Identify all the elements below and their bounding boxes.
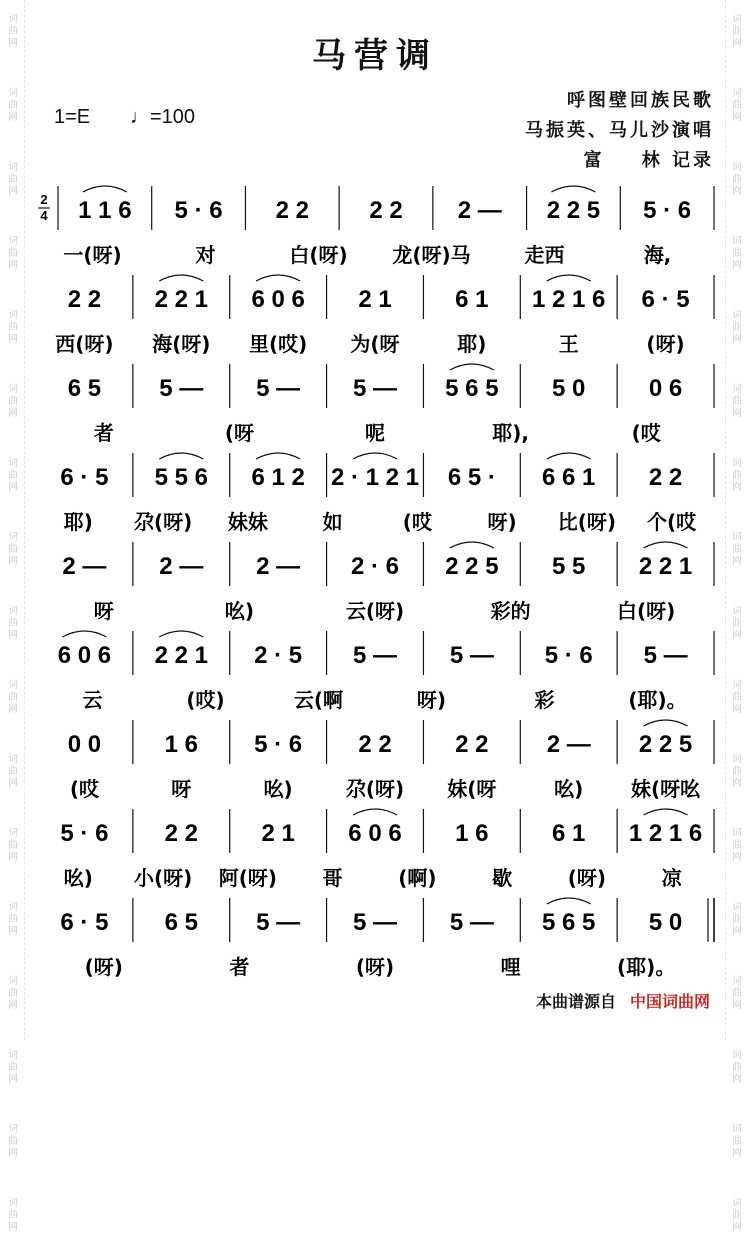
measure-notes: 0 0 [67,731,102,758]
watermark-group [8,606,18,642]
slur-arc [353,453,397,459]
watermark-group [732,1124,742,1160]
watermark-char: 曲 [732,396,742,407]
measure-notes: 2 2 1 [154,642,208,669]
measure-notes: 6 5 · [447,464,496,491]
lyric-text: (呀) [355,955,395,979]
watermark-char: 网 [8,1000,18,1011]
measure-notes: 5 6 5 [542,909,596,936]
lyric-text: 歇 [492,866,513,890]
lyric-text: 海(呀) [152,332,211,356]
lyric-text: 里(哎) [249,332,308,356]
measure-notes: 1 2 1 6 [532,286,606,313]
watermark-char: 曲 [732,1210,742,1221]
lyric-text: 呀) [416,688,447,712]
watermark-char: 网 [732,926,742,937]
measure-notes: 2 — [457,197,502,224]
watermark-char: 曲 [732,1062,742,1073]
watermark-char: 词 [8,828,18,839]
watermark-char: 词 [8,976,18,987]
lyric-text: 走西 [524,243,565,267]
watermark-char: 词 [732,828,742,839]
slur-arc [547,898,591,904]
watermark-char: 网 [732,112,742,123]
watermark-char: 词 [8,236,18,247]
lyric-text: 耶), [492,421,529,445]
measure-notes: 2 · 5 [254,642,303,669]
watermark-group [8,14,18,50]
watermark-char: 网 [732,482,742,493]
slur-arc [353,809,397,815]
quarter-note-icon: ♩ [130,106,150,128]
watermark-char: 网 [8,186,18,197]
slur-arc [450,542,494,548]
watermark-group [732,162,742,198]
measure-notes: 6 1 [552,820,586,847]
watermark-group [8,384,18,420]
lyric-text: 如 [322,510,343,534]
watermark-char: 曲 [8,544,18,555]
lyric-text: 妹妹 [227,510,268,534]
lyric-text: 阿(呀) [218,866,278,890]
measure-notes: 6 5 [164,909,198,936]
slur-arc [159,275,203,281]
watermark-group [8,532,18,568]
watermark-char: 词 [732,458,742,469]
watermark-char: 网 [732,704,742,715]
lyric-text: 王 [558,332,579,356]
watermark-group [8,88,18,124]
watermark-char: 网 [732,1222,742,1233]
watermark-char: 词 [732,14,742,25]
lyric-text: 白(呀) [289,243,348,267]
lyric-text: 尕(呀) [133,510,193,534]
watermark-group [8,754,18,790]
footer-source [536,989,710,1012]
watermark-group [8,680,18,716]
watermark-char: 词 [8,902,18,913]
lyric-text: (耶)。 [617,955,676,979]
watermark-group [732,14,742,50]
measure-notes: 2 2 5 [638,731,693,758]
watermark-char: 词 [732,1124,742,1135]
watermark-char: 网 [732,852,742,863]
song-title: 马营调 [312,36,438,76]
watermark-char: 曲 [8,1136,18,1147]
lyric-text: 吆) [224,599,254,623]
lyric-text: 哩 [500,955,521,979]
lyric-text: (哎 [402,510,432,534]
measure-notes: 5 · 6 [60,820,109,847]
watermark-char: 网 [732,1148,742,1159]
slur-arc [644,720,688,726]
slur-arc [450,364,494,370]
watermark-char: 曲 [8,1062,18,1073]
watermark-char: 网 [8,852,18,863]
measure-notes: 2 2 [358,731,392,758]
watermark-char: 曲 [732,692,742,703]
lyric-text: (耶)。 [628,688,687,712]
watermark-char: 词 [732,162,742,173]
watermark-char: 网 [8,630,18,641]
lyric-text: 者 [229,955,250,979]
watermark-char: 曲 [732,618,742,629]
measure-notes: 6 · 5 [60,464,109,491]
watermark-char: 网 [732,260,742,271]
watermark-char: 词 [8,384,18,395]
watermark-char: 网 [8,1148,18,1159]
watermark-char: 曲 [8,248,18,259]
measure-notes: 5 0 [648,909,683,936]
jianpu-score [30,0,720,1040]
watermark-char: 网 [732,778,742,789]
watermark-char: 词 [732,976,742,987]
lyric-text: 妹(呀 [447,777,497,801]
lyric-text: 一(呀) [63,243,122,267]
watermark-char: 曲 [8,174,18,185]
watermark-char: 词 [8,680,18,691]
measure-notes: 6 · 5 [641,286,690,313]
watermark-char: 曲 [732,1136,742,1147]
measure-notes: 5 — [449,909,494,936]
watermark-group [8,828,18,864]
lyric-text: 海, [643,243,672,267]
measure-notes: 1 1 6 [78,197,132,224]
watermark-char: 网 [732,186,742,197]
measure-notes: 2 — [256,553,301,580]
lyric-text: 妹(呀吆 [631,777,701,801]
watermark-char: 网 [8,260,18,271]
measure-notes: 5 5 6 [154,464,208,491]
measure-notes: 2 · 1 2 1 [330,464,420,491]
watermark-char: 曲 [732,100,742,111]
measure-notes: 5 · 6 [174,197,223,224]
watermark-char: 曲 [732,470,742,481]
lyric-text: 西(呀) [55,332,114,356]
watermark-char: 网 [732,334,742,345]
lyric-text: 云(啊 [293,688,344,712]
watermark-group [732,1050,742,1086]
measure-notes: 5 0 [552,375,586,402]
watermark-group [732,754,742,790]
watermark-char: 词 [732,606,742,617]
watermark-group [8,310,18,346]
lyric-text: (呀) [567,866,607,890]
measure-notes: 5 — [256,909,301,936]
measure-notes: 5 · 6 [643,197,692,224]
watermark-char: 网 [732,408,742,419]
measure-notes: 6 0 6 [57,642,112,669]
measure-notes: 2 2 5 [546,197,601,224]
lyric-text: (啊) [398,866,437,890]
watermark-char: 词 [732,88,742,99]
lyric-text: 尕(呀) [345,777,405,801]
watermark-char: 网 [8,334,18,345]
lyric-text: (哎 [69,777,99,801]
lyric-text: 呀) [487,510,517,534]
watermark-char: 曲 [732,174,742,185]
measure-notes: 2 — [546,731,591,758]
watermark-char: 曲 [8,26,18,37]
lyric-text: 为(呀 [350,332,400,356]
lyric-text: (呀) [84,955,123,979]
measure-notes: 2 2 1 [154,286,208,313]
measure-notes: 5 — [352,642,398,669]
watermark-char: 词 [732,680,742,691]
watermark-char: 词 [8,458,18,469]
watermark-group [732,88,742,124]
slur-arc [644,542,688,548]
slur-arc [159,631,203,637]
lyric-text: 对 [195,243,216,267]
tempo-value: =100 [150,106,196,128]
watermark-char: 词 [8,532,18,543]
watermark-char: 曲 [732,322,742,333]
watermark-char: 网 [732,1074,742,1085]
measure-notes: 5 — [352,909,398,936]
watermark-char: 曲 [732,26,742,37]
measure-notes: 1 2 1 6 [628,820,703,847]
watermark-group [732,458,742,494]
measure-notes: 5 — [449,642,494,669]
watermark-group [732,828,742,864]
lyric-text: 耶) [457,332,487,356]
watermark-char: 词 [8,754,18,765]
watermark-char: 网 [732,556,742,567]
credit-performers: 马振英、马儿沙演唱 [525,120,714,141]
watermark-group [8,458,18,494]
lyric-text: 呀 [93,599,114,623]
key-signature: 1=E [54,106,91,128]
credit-recorder: 富 林 记录 [583,150,714,171]
lyric-text: 呀 [171,777,192,801]
measure-notes: 6 5 [67,375,102,402]
watermark-group [732,310,742,346]
lyric-text: 云 [82,688,103,712]
watermark-group [732,680,742,716]
watermark-char: 词 [732,1050,742,1061]
measure-notes: 5 — [256,375,301,402]
score-sheet [30,0,720,1040]
lyric-text: (哎) [186,688,225,712]
watermark-char: 网 [8,112,18,123]
watermark-char: 曲 [8,914,18,925]
watermark-char: 词 [732,236,742,247]
lyric-text: 彩的 [490,599,531,623]
lyric-text: (哎 [631,421,661,445]
footer-source-label: 本曲谱源自 [535,992,616,1011]
measure-notes: 0 6 [648,375,683,402]
measure-notes: 6 1 2 [251,464,305,491]
watermark-char: 网 [8,1074,18,1085]
watermark-char: 词 [732,754,742,765]
measure-notes: 2 2 1 [638,553,693,580]
watermark-char: 词 [8,162,18,173]
watermark-group [8,1198,18,1234]
slur-arc [547,453,591,459]
watermark-char: 词 [732,310,742,321]
watermark-char: 词 [732,532,742,543]
watermark-char: 曲 [732,840,742,851]
right-watermark-strip [725,0,748,1233]
measure-notes: 2 — [159,553,204,580]
measure-notes: 2 2 [67,286,102,313]
watermark-char: 词 [8,88,18,99]
slur-arc [62,631,106,637]
watermark-char: 曲 [8,618,18,629]
watermark-char: 词 [8,1050,18,1061]
watermark-group [732,606,742,642]
watermark-char: 网 [8,926,18,937]
watermark-group [8,902,18,938]
watermark-char: 曲 [8,100,18,111]
lyric-text: 吆) [554,777,584,801]
watermark-char: 网 [8,482,18,493]
watermark-char: 词 [8,1124,18,1135]
lyric-text: 耶) [63,510,93,534]
watermark-char: 曲 [732,544,742,555]
watermark-char: 网 [732,630,742,641]
slur-arc [551,186,595,192]
watermark-group [732,384,742,420]
lyric-text: 小(呀) [133,866,193,890]
measure-notes: 5 · 6 [544,642,593,669]
slur-arc [159,453,203,459]
watermark-char: 曲 [732,248,742,259]
lyric-text: 呢 [365,421,385,445]
watermark-char: 网 [8,556,18,567]
lyric-text: 白(呀) [617,599,676,623]
measure-notes: 2 1 [358,286,392,313]
watermark-group [732,1198,742,1234]
measure-notes: 5 · 6 [254,731,303,758]
watermark-char: 词 [8,310,18,321]
measure-notes: 6 0 6 [348,820,402,847]
slur-arc [644,809,688,815]
watermark-char: 词 [732,384,742,395]
lyric-text: 吆) [63,866,93,890]
watermark-group [732,532,742,568]
watermark-group [732,236,742,272]
watermark-char: 曲 [732,766,742,777]
measure-notes: 2 2 [275,197,309,224]
watermark-char: 曲 [8,766,18,777]
lyric-text: 比(呀) [557,510,617,534]
watermark-char: 词 [8,606,18,617]
measure-notes: 6 0 6 [251,286,305,313]
measure-notes: 1 6 [455,820,489,847]
measure-notes: 2 — [62,553,107,580]
watermark-char: 网 [8,1222,18,1233]
measure-notes: 2 2 [455,731,489,758]
measure-notes: 5 — [352,375,398,402]
measure-notes: 2 · 6 [350,553,400,580]
watermark-char: 网 [732,1000,742,1011]
watermark-char: 曲 [8,396,18,407]
watermark-group [8,976,18,1012]
watermark-char: 网 [8,778,18,789]
watermark-char: 曲 [8,322,18,333]
footer-site-name: 中国词曲网 [629,992,710,1011]
watermark-char: 网 [8,38,18,49]
watermark-char: 词 [732,1198,742,1209]
watermark-group [8,236,18,272]
measure-notes: 2 1 [261,820,295,847]
credit-origin: 呼图壁回族民歌 [567,90,714,111]
lyric-text: 个(哎 [647,510,697,534]
watermark-group [8,1050,18,1086]
watermark-group [732,902,742,938]
time-signature-bottom: 4 [40,208,48,223]
watermark-char: 曲 [732,914,742,925]
measure-notes: 2 2 [164,820,198,847]
measure-notes: 2 2 [648,464,683,491]
watermark-group [8,1124,18,1160]
lyric-text: 吆) [263,777,293,801]
lyric-text: 哥 [322,866,343,890]
watermark-char: 曲 [8,470,18,481]
lyric-text: 龙(呀)马 [392,243,471,267]
watermark-char: 曲 [8,1210,18,1221]
watermark-char: 曲 [8,840,18,851]
watermark-char: 曲 [8,692,18,703]
measure-notes: 6 6 1 [542,464,596,491]
lyric-text: (呀 [224,421,254,445]
watermark-char: 曲 [8,988,18,999]
slur-arc [256,275,300,281]
lyric-text: 者 [93,421,114,445]
watermark-group [8,162,18,198]
watermark-char: 词 [8,1198,18,1209]
lyric-text: 凉 [661,866,682,890]
measure-notes: 5 6 5 [445,375,499,402]
measure-notes: 1 6 [164,731,198,758]
lyric-text: (呀) [646,332,685,356]
measure-notes: 2 2 [369,197,403,224]
measure-notes: 6 1 [455,286,489,313]
lyric-text: 云(呀) [345,599,405,623]
measure-notes: 6 · 5 [60,909,109,936]
measure-notes: 5 — [159,375,204,402]
watermark-char: 词 [8,14,18,25]
measure-notes: 2 2 5 [445,553,499,580]
slur-arc [256,453,300,459]
measure-notes: 5 — [643,642,688,669]
left-watermark-strip [2,0,25,1233]
watermark-char: 曲 [732,988,742,999]
measure-notes: 5 5 [552,553,586,580]
watermark-char: 词 [732,902,742,913]
watermark-char: 网 [8,408,18,419]
slur-arc [83,186,127,192]
watermark-char: 网 [732,38,742,49]
time-signature-top: 2 [40,192,48,207]
slur-arc [547,275,591,281]
lyric-text: 彩 [534,688,555,712]
watermark-char: 网 [8,704,18,715]
watermark-group [732,976,742,1012]
